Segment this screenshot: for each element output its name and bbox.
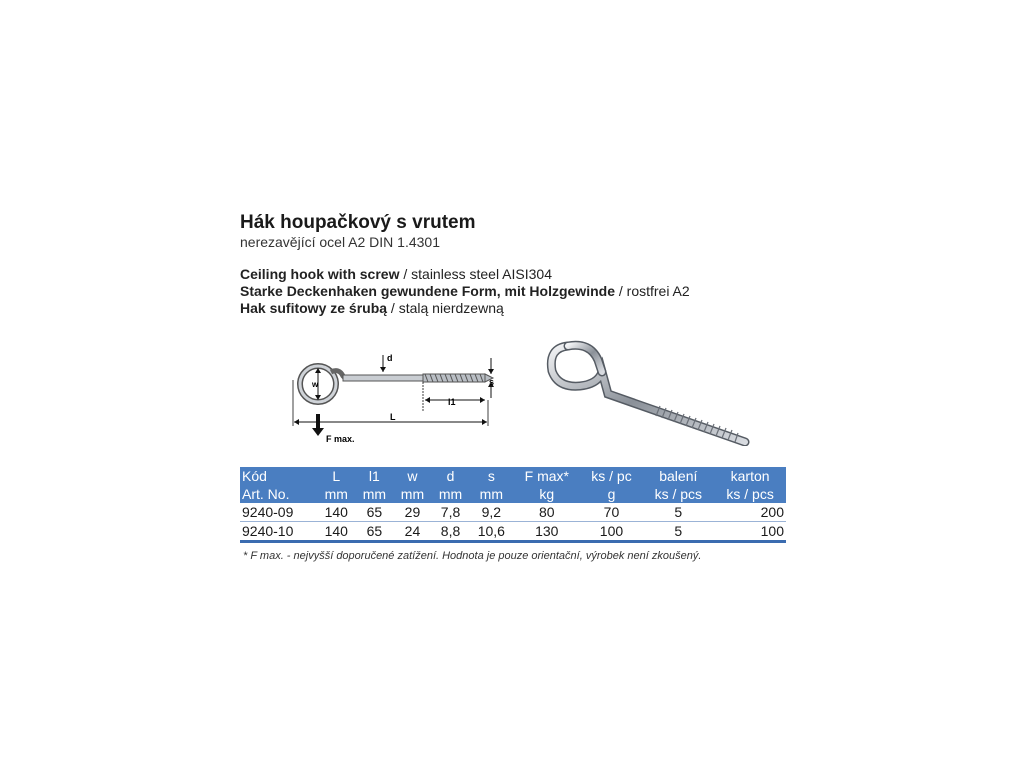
col-header: d: [431, 467, 469, 485]
cell-code: 9240-10: [240, 522, 317, 542]
translation-en-name: Ceiling hook with screw: [240, 266, 400, 282]
translation-de-name: Starke Deckenhaken gewundene Form, mit Holzgewinde: [240, 283, 615, 299]
col-header: balení: [642, 467, 714, 485]
cell: 140: [317, 503, 355, 522]
cell: 10,6: [470, 522, 514, 542]
thread: [423, 374, 493, 382]
hook-body-shadow: [551, 346, 745, 442]
translation-en-material: / stainless steel AISI304: [399, 266, 552, 282]
cell: 100: [580, 522, 642, 542]
fmax-arrow-head: [312, 428, 324, 436]
col-unit: kg: [513, 485, 580, 503]
col-unit: mm: [393, 485, 431, 503]
translation-de-material: / rostfrei A2: [614, 283, 690, 299]
col-unit: ks / pcs: [642, 485, 714, 503]
col-header: F max*: [513, 467, 580, 485]
technical-drawing: [283, 350, 503, 450]
cell: 100: [714, 522, 786, 542]
col-unit: mm: [317, 485, 355, 503]
cell: 200: [714, 503, 786, 522]
cell: 65: [355, 522, 393, 542]
label-L: L: [390, 412, 396, 422]
cell-code: 9240-09: [240, 503, 317, 522]
col-unit: mm: [470, 485, 514, 503]
cell: 130: [513, 522, 580, 542]
translation-en: [240, 266, 788, 283]
col-unit: ks / pcs: [714, 485, 786, 503]
translation-pl-name: Hak sufitowy ze śrubą: [240, 300, 388, 316]
col-header: s: [470, 467, 514, 485]
table-unit-row: [240, 485, 786, 503]
translations: [240, 266, 788, 317]
col-header: karton: [714, 467, 786, 485]
table-row: [240, 522, 786, 542]
spec-table: [240, 467, 786, 543]
product-title: Hák houpačkový s vrutem: [240, 212, 476, 233]
d-arrow: [380, 367, 386, 372]
cell: 8,8: [431, 522, 469, 542]
cell: 24: [393, 522, 431, 542]
cell: 5: [642, 522, 714, 542]
table-row: [240, 503, 786, 522]
col-unit: g: [580, 485, 642, 503]
cell: 5: [642, 503, 714, 522]
label-s: s: [489, 377, 495, 387]
col-header: L: [317, 467, 355, 485]
col-unit: mm: [431, 485, 469, 503]
table-header-row: [240, 467, 786, 485]
cell: 140: [317, 522, 355, 542]
col-header: l1: [355, 467, 393, 485]
col-unit: Art. No.: [240, 485, 317, 503]
cell: 70: [580, 503, 642, 522]
cell: 80: [513, 503, 580, 522]
col-header: w: [393, 467, 431, 485]
product-sheet: [240, 212, 788, 317]
translation-de: [240, 283, 788, 300]
label-d: d: [387, 353, 393, 363]
translation-pl: [240, 300, 788, 317]
cell: 29: [393, 503, 431, 522]
cell: 65: [355, 503, 393, 522]
hook-shank: [343, 375, 423, 381]
fmax-arrow-shaft: [316, 414, 320, 428]
col-header: Kód: [240, 467, 317, 485]
translation-pl-material: / stalą nierdzewną: [387, 300, 504, 316]
footnote: * F max. - nejvyšší doporučené zatížení. Hodnota je pouze orientační, výrobek není zkoušený.: [243, 550, 702, 562]
product-photo: [540, 336, 755, 446]
cell: 7,8: [431, 503, 469, 522]
cell: 9,2: [470, 503, 514, 522]
col-unit: mm: [355, 485, 393, 503]
col-header: ks / pc: [580, 467, 642, 485]
label-l1: l1: [448, 397, 456, 407]
label-w: w: [312, 380, 319, 389]
label-fmax: F max.: [326, 434, 355, 444]
product-subtitle: nerezavějící ocel A2 DIN 1.4301: [240, 234, 441, 250]
